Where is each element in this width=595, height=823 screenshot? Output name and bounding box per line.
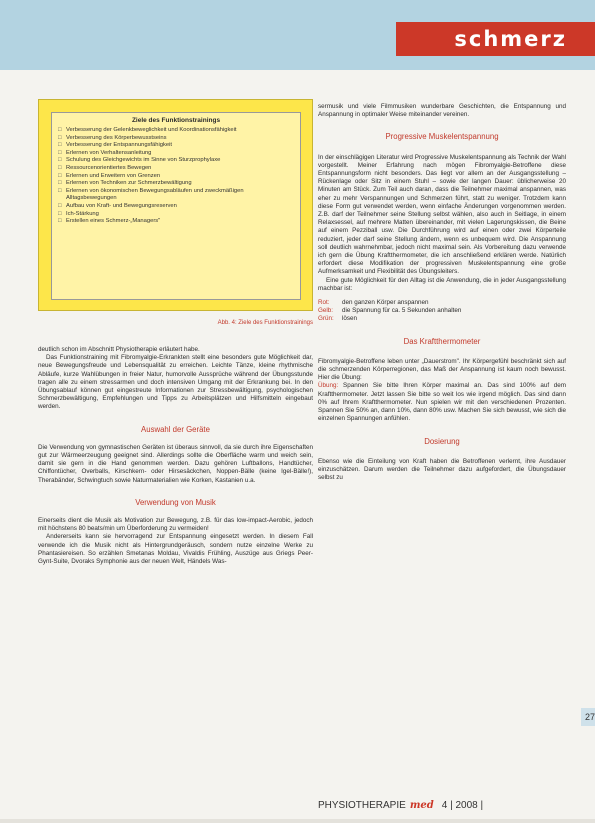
- journal-name: PHYSIOTHERAPIE: [318, 800, 406, 811]
- step-text: den ganzen Körper anspannen: [342, 299, 429, 307]
- step-row: [318, 299, 566, 307]
- paragraph: In der einschlägigen Literatur wird Progressive Muskelentspannung als Technik der Wahl vorgestellt. Meiner Erfahrung nach mögen Fibromyalgie-Betroffene diese Entspannungsform nicht besonders. Das liegt vor allem an der Ausgangsstellung – Rückenlage oder Sitz in einem Stuhl – sowie der langen Dauer: üblicherweise 20 Minuten am Stück. Zum Teil auch daran, dass die Teilnehmer maximal anspannen, was eher zu mehr Verspannungen und Schmerzen führt, statt zu weniger. Trotzdem kann diese Form gut verwendet werden, wenn einfache Änderungen vorgenommen werden. Z.B. darf der Teilnehmer seine Stellung selbst wählen, also auch in Seitlage, in einem Relaxsessel, auf mehrere Matten übereinander, mit vielen Lagerungskissen, die Beine auf einem Pezziball usw. Die Durchführung wird auf einen oder zwei Körperteile reduziert, jeder darf seine Stellung ändern, wenn es unbequem wird. Die Anspannung soll deutlich wahrnehmbar, jedoch nicht maximal sein. Als Vorbereitung dazu verwende ich gern die Übung Kraftthermometer, die ich anschließend erklären werde. Natürlich erfordert diese Modifikation der progressiven Muskelentspannung eine große Aufmerksamkeit und Flexibilität des Übungsleiters.: [318, 153, 566, 276]
- journal-logo-med: med: [409, 800, 434, 811]
- left-column: [38, 346, 313, 566]
- paragraph: Das Funktionstraining mit Fibromyalgie-Erkrankten stellt eine besonders gute Möglichkeit dar, neue Bewegungsfreude und Lebensqualität zu erreichen. Leichte Tänze, kleine rhythmische Abläufe, kurze Wahlübungen in freier Natur, humorvolle Aussprüche während der Übungsstunde tragen alle zu einem stressarmen und doch intensiven Umgang mit der Erkrankung bei. In den Übungsablauf können gut eingestreute Informationen zur Stressbewältigung, psychologischen Schmerzbewältigung, Empfehlungen und Tipps zu Arbeitsplätzen und Hilfsmitteln eingebaut werden.: [38, 354, 313, 411]
- step-label: Rot:: [318, 299, 330, 307]
- list-item: □ Verbesserung der Entspannungsfähigkeit: [58, 142, 294, 150]
- figure-list: [58, 127, 294, 226]
- list-item: □ Ich-Stärkung: [58, 211, 294, 219]
- list-item: □ Verbesserung der Gelenkbeweglichkeit und Koordinationsfähigkeit: [58, 127, 294, 135]
- subheading: Dosierung: [424, 436, 460, 446]
- list-item: □ Erlernen von ökonomischen Bewegungsabläufen und zweckmäßigen Alltagsbewegungen: [58, 188, 294, 203]
- figure-box: [51, 112, 301, 300]
- page-number: 27: [581, 708, 595, 726]
- step-row: [318, 307, 566, 315]
- list-item: □ Erlernen von Techniken zur Schmerzbewältigung: [58, 180, 294, 188]
- paragraph: sermusik und viele Filmmusiken wunderbare Geschichten, die Entspannung und Anspannung in optimaler Weise miteinander vereinen.: [318, 103, 566, 119]
- subheading: Auswahl der Geräte: [141, 424, 210, 434]
- paragraph: Die Verwendung von gymnastischen Geräten ist überaus sinnvoll, da sie durch ihre Eigenschaften gut zur Wärmeerzeugung geeignet sind. Allerdings sollte die Oberfläche warm und weich sein, damit sie gern in die Hand genommen werden. Dazu gehören Luftballons, Handtücher, Chiffontücher, Overballs, Kirschkern- oder Hirsesäckchen, Noppen-Bälle (keine Igel-Bälle!), Therabänder, Schwingtuch sowie Naturmaterialien wie Korken, Kastanien u.a.: [38, 443, 313, 484]
- list-item: □ Verbesserung des Körperbewusstseins: [58, 135, 294, 143]
- list-item: □ Erlernen von Verhaltensanleitung: [58, 150, 294, 158]
- step-label: Gelb:: [318, 307, 334, 315]
- bottom-bar: [0, 819, 595, 823]
- right-column: [318, 103, 566, 482]
- paragraph: Ebenso wie die Einteilung von Kraft haben die Betroffenen verlernt, ihre Ausdauer einzuschätzen. Darum werden die Teilnehmer dazu aufgefordert, die Übungsdauer selbst zu: [318, 457, 566, 482]
- paragraph: deutlich schon im Abschnitt Physiotherapie erläutert habe.: [38, 346, 200, 353]
- issue-number: 4 | 2008 |: [441, 800, 484, 811]
- steps-list: [318, 299, 566, 324]
- footer: [318, 800, 583, 814]
- step-text: die Spannung für ca. 5 Sekunden anhalten: [342, 307, 462, 315]
- figure-title: Ziele des Funktionstrainings: [131, 117, 221, 124]
- list-item: □ Aufbau von Kraft- und Bewegungsreserven: [58, 203, 294, 211]
- step-text: lösen: [342, 315, 358, 323]
- subheading: Verwendung von Musik: [135, 497, 216, 507]
- subheading: Das Kraftthermometer: [403, 336, 481, 346]
- subheading: Progressive Muskelentspannung: [385, 132, 499, 142]
- figure-frame: [38, 99, 313, 311]
- step-label: Grün:: [318, 315, 334, 323]
- paragraph: [318, 382, 566, 423]
- list-item: □ Ressourcenorientiertes Bewegen: [58, 165, 294, 173]
- list-item: □ Schulung des Gleichgewichts im Sinne von Sturzprophylaxe: [58, 157, 294, 165]
- paragraph: Einerseits dient die Musik als Motivation zur Bewegung, z.B. für das low-impact-Aerobic, jedoch mit höchstens 80 beats/min um Überforderung zu vermeiden!: [38, 517, 313, 533]
- exercise-label: Übung:: [318, 382, 339, 390]
- figure-caption: Abb. 4: Ziele des Funktionstrainings: [217, 320, 313, 326]
- list-item: □ Erstellen eines Schmerz-„Managers": [58, 218, 294, 226]
- paragraph: Fibromyalgie-Betroffene leben unter „Dauerstrom". Ihr Körpergefühl beschränkt sich auf die schmerzenden Körperregionen, das Maß der Anspannung ist kaum noch bewusst. Hier die Übung:: [318, 357, 566, 382]
- paragraph: Eine gute Möglichkeit für den Alltag ist die Anwendung, die in jeder Ausgangsstellung machbar ist:: [318, 276, 566, 292]
- exercise-text: Spannen Sie bitte Ihren Körper maximal an. Das sind 100% auf dem Kraftthermometer. Jetzt lassen Sie bitte so weit los wie irgend möglich. Das sind dann 0% auf Ihrem Kraftthermometer. Nun spielen wir mit den verschiedenen Prozenten. Spannen Sie 50% an, dann 10%, dann 80% usw. Machen Sie sich bewusst, wie sich die einzelnen Spannungen anfühlen.: [318, 382, 567, 423]
- paragraph: Andererseits kann sie hervorragend zur Entspannung eingesetzt werden. In diesem Fall verwende ich die Musik nicht als Hintergrundgeräusch, sondern nutze einzelne Werke zu Phantasiereisen. So erzählen Smetanas Moldau, Vivaldis Frühling, Auszüge aus Griegs Peer-Gynt-Suite, Dvoraks Symphonie aus der neuen Welt, Händels Was-: [38, 533, 313, 566]
- list-item: □ Erlernen und Erweitern von Grenzen: [58, 173, 294, 181]
- section-brand: schmerz: [396, 22, 595, 56]
- step-row: [318, 315, 566, 323]
